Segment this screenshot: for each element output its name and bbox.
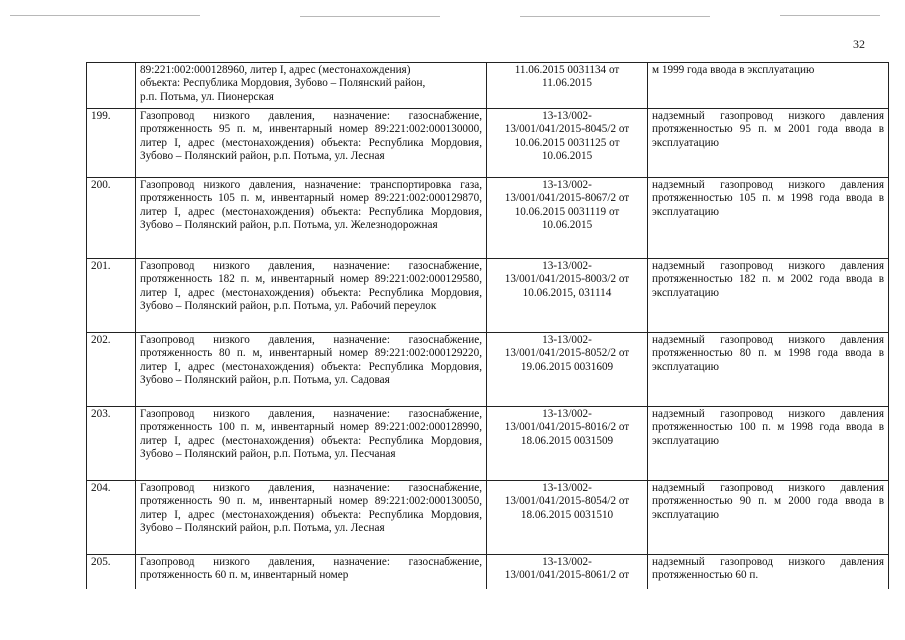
row-number: 199. — [87, 109, 136, 178]
scan-artifact-line — [300, 16, 440, 17]
registration-record: 13-13/002- 13/001/041/2015-8016/2 от 18.06.2015 0031509 — [487, 407, 648, 481]
object-characteristics: надземный газопровод низкого давления протяженностью 95 п. м 2001 года ввода в эксплуатацию — [648, 109, 889, 178]
object-description: Газопровод низкого давления, назначение: транспортировка газа, протяженность 105 п. м, инвентарный номер 89:221:002:000129870, литер I, адрес (местонахождения) объекта: Республика Мордовия, Зубово – Полянский район, р.п. Потьма, ул. Железнодорожная — [136, 178, 487, 259]
object-description: Газопровод низкого давления, назначение: газоснабжение, протяженность 80 п. м, инвентарный номер 89:221:002:000129220, литер I, адрес (местонахождения) объекта: Республика Мордовия, Зубово – Полянский район, р.п. Потьма, ул. Садовая — [136, 333, 487, 407]
object-description: Газопровод низкого давления, назначение: газоснабжение, протяженность 182 п. м, инвентарный номер 89:221:002:000129580, литер I, адрес (местонахождения) объекта: Республика Мордовия, Зубово – Полянский район, р.п. Потьма, ул. Рабочий переулок — [136, 259, 487, 333]
row-number: 205. — [87, 555, 136, 589]
table-row — [87, 109, 889, 178]
object-description: Газопровод низкого давления, назначение: газоснабжение, протяженность 100 п. м, инвентарный номер 89:221:002:000128990, литер I, адрес (местонахождения) объекта: Республика Мордовия, Зубово – Полянский район, р.п. Потьма, ул. Песчаная — [136, 407, 487, 481]
table-row — [87, 178, 889, 259]
table-row — [87, 333, 889, 407]
row-number: 202. — [87, 333, 136, 407]
object-description: Газопровод низкого давления, назначение: газоснабжение, протяженность 95 п. м, инвентарный номер 89:221:002:000130000, литер I, адрес (местонахождения) объекта: Республика Мордовия, Зубово – Полянский район, р.п. Потьма, ул. Лесная — [136, 109, 487, 178]
table-row — [87, 63, 889, 109]
object-characteristics: м 1999 года ввода в эксплуатацию — [648, 63, 889, 109]
scan-artifact-line — [10, 15, 200, 16]
table-row — [87, 259, 889, 333]
table-row — [87, 407, 889, 481]
row-number: 200. — [87, 178, 136, 259]
object-characteristics: надземный газопровод низкого давления протяженностью 80 п. м 1998 года ввода в эксплуатацию — [648, 333, 889, 407]
row-number: 204. — [87, 481, 136, 555]
page-number: 32 — [853, 37, 865, 51]
registration-record: 13-13/002- 13/001/041/2015-8061/2 от — [487, 555, 648, 589]
object-characteristics: надземный газопровод низкого давления протяженностью 105 п. м 1998 года ввода в эксплуатацию — [648, 178, 889, 259]
registration-record: 13-13/002- 13/001/041/2015-8054/2 от 18.06.2015 0031510 — [487, 481, 648, 555]
scan-artifact-line — [520, 16, 710, 17]
object-characteristics: надземный газопровод низкого давления протяженностью 90 п. м 2000 года ввода в эксплуатацию — [648, 481, 889, 555]
row-number — [87, 63, 136, 109]
registration-record: 13-13/002- 13/001/041/2015-8067/2 от 10.06.2015 0031119 от 10.06.2015 — [487, 178, 648, 259]
row-number: 201. — [87, 259, 136, 333]
registration-record: 13-13/002- 13/001/041/2015-8052/2 от 19.06.2015 0031609 — [487, 333, 648, 407]
object-description: Газопровод низкого давления, назначение: газоснабжение, протяженность 60 п. м, инвентарный номер — [136, 555, 487, 589]
scan-artifact-line — [780, 15, 880, 16]
object-description: 89:221:002:000128960, литер I, адрес (местонахождения) объекта: Республика Мордовия, Зубово – Полянский район, р.п. Потьма, ул. Пионерская — [136, 63, 487, 109]
registration-record: 13-13/002- 13/001/041/2015-8003/2 от 10.06.2015, 031114 — [487, 259, 648, 333]
table-row — [87, 481, 889, 555]
object-characteristics: надземный газопровод низкого давления протяженностью 182 п. м 2002 года ввода в эксплуатацию — [648, 259, 889, 333]
registration-record: 13-13/002- 13/001/041/2015-8045/2 от 10.06.2015 0031125 от 10.06.2015 — [487, 109, 648, 178]
object-characteristics: надземный газопровод низкого давления протяженностью 60 п. — [648, 555, 889, 589]
property-registry-table — [86, 62, 889, 589]
object-characteristics: надземный газопровод низкого давления протяженностью 100 п. м 1998 года ввода в эксплуатацию — [648, 407, 889, 481]
table-row — [87, 555, 889, 589]
row-number: 203. — [87, 407, 136, 481]
object-description: Газопровод низкого давления, назначение: газоснабжение, протяженность 90 п. м, инвентарный номер 89:221:002:000130050, литер I, адрес (местонахождения) объекта: Республика Мордовия, Зубово – Полянский район, р.п. Потьма, ул. Лесная — [136, 481, 487, 555]
registration-record: 11.06.2015 0031134 от 11.06.2015 — [487, 63, 648, 109]
